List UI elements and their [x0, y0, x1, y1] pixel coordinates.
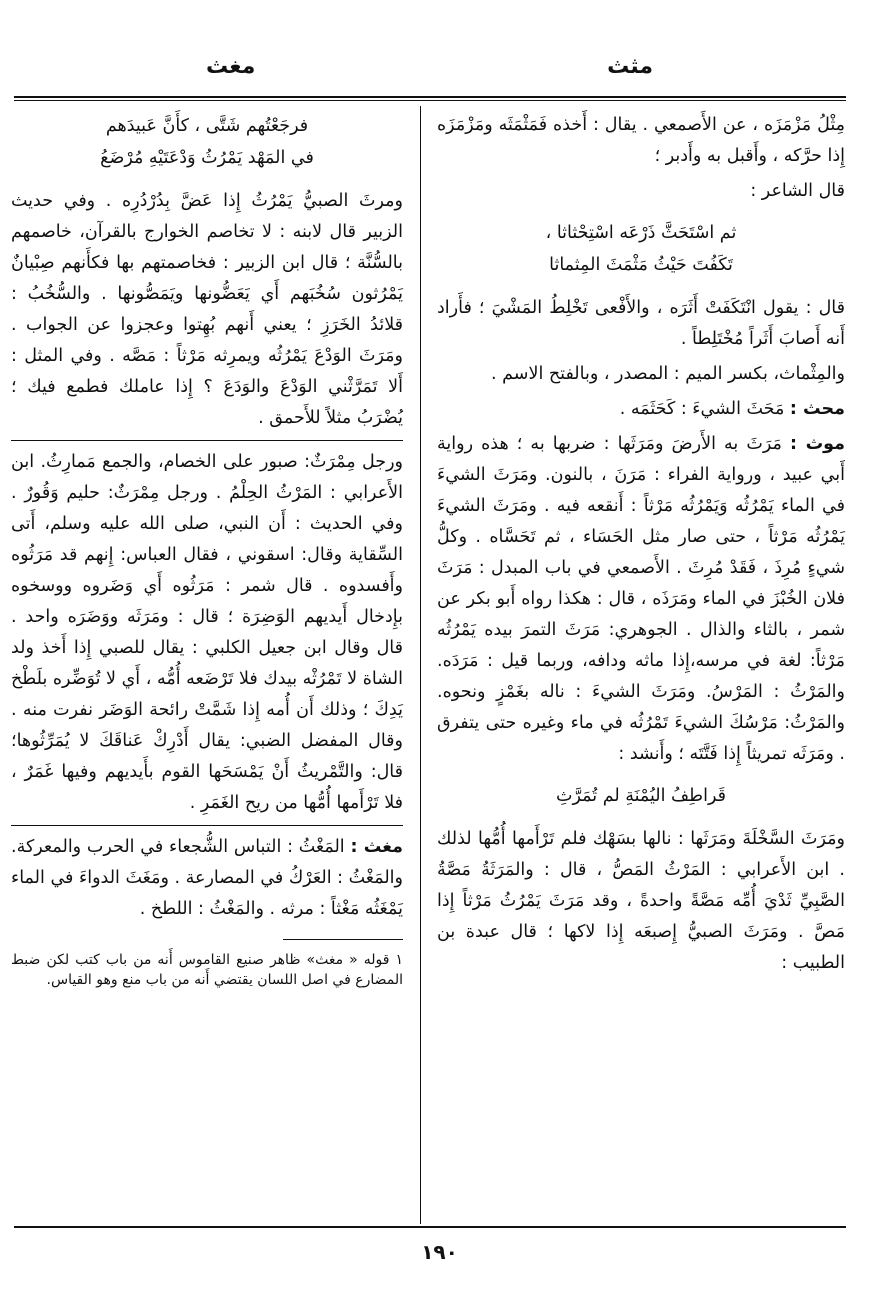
header-root-right: مثث: [607, 54, 653, 79]
verse-line: ثم اسْتَحَثَّ ذَرْعَه اسْتِحْثاثا ،: [545, 223, 737, 243]
verse-line: في المَهْد يَمْرُثُ وَدْعَتَيْهِ مُرْضَعُ: [100, 148, 314, 168]
header-root-left: مغث: [206, 54, 256, 79]
paragraph: ورجل مِمْرَثٌ: صبور على الخصام، والجمع مَمارِثُ. ابن الأَعرابي : المَرْثُ الحِلْمُ . ورجل مِمْرَثٌ: حليم وَقُورٌ . وفي الحديث : أَن النبي، صلى الله عليه وسلم، أَتى السِّقاية وقال: اسقوني ، فقال العباس: إِنهم قد مَرَثُوه وأَفسدوه . قال شمر : مَرَثُوه أَي وَضَروه ووسخوه بإِدخال أَيديهم الوَضِرَة ؛ قال : ومَرَثَه ووَضَرَه واحد . قال وقال ابن جعيل الكلبي : يقال للصبي إِذا أَخذ ولد الشاة لا تَمْرُثْه بيدك فلا تَرْضَعه أُمُّه ، أَي لا تُوَضِّره بلَطْخ يَدِكَ ؛ وذلك أَن أُمه إِذا شَمَّتْ رائحة الوَضَر نفرت منه . وقال المفضل الضبي: يقال أَدْرِكْ عَناقَكَ لا يُمَرِّثُوها؛ قال: والتَّمْريثُ أَنْ يَمْسَحَها القوم بأَيديهم وفيها غَمَرٌ ، فلا تَرْأَمها أُمُّها من ريح الغَمَرِ .: [11, 452, 403, 813]
footer-rule: [14, 1226, 846, 1228]
paragraph: قال : يقول انْتَكَفَتْ أَثَرَه ، والأَفْعى تَخْلِطُ المَشْيَ ؛ فأَراد أَنه أَصابَ أَثَراً مُخْتَلِطاً .: [437, 298, 845, 349]
verse-line: فرجَعْتُهم شَتَّى ، كأَنَّ عَبيدَهم: [105, 116, 309, 136]
section-rule: [11, 825, 403, 826]
verse: [437, 217, 845, 281]
entry-text: المَغْثُ : التباس الشُّجعاء في الحرب والمعركة. والمَغْثُ : العَرْكُ في المصارعة . ومَغَثَ الدواءَ في الماء يَمْغَثُه مَغْثاً : مرثه . والمَغْثُ : اللطخ .: [11, 837, 403, 919]
header-rule: [14, 96, 846, 98]
footnote-rule: [283, 939, 403, 940]
page-number: ١٩٠: [421, 1240, 458, 1264]
entry-mghth: [11, 832, 403, 925]
verse: [11, 110, 403, 174]
paragraph: قال الشاعر :: [750, 181, 845, 201]
entry-headword: محث :: [789, 399, 845, 419]
entry-mwth: [437, 429, 845, 770]
entry-text: مَحَثَ الشيءَ : كَحَثَمَه .: [619, 399, 785, 419]
entry-text: مَرَثَ به الأَرضَ ومَرَثَها : ضربها به ؛ هذه رواية أَبي عبيد ، ورواية الفراء : مَرَنَ ، بالنون. ومَرَثَ الشيءَ في الماء يَمْرُثُه وَيَمْرُثُه مَرْثاً : أَنقعه فيه . ومَرَثَ الشيءَ يَمْرُثُه مَرْثاً ، حتى صار مثل الحَسَاء ، ثم تَحَسَّاه . وكلُّ شيءٍ مُرِذَ ، فَقَدْ مُرِثَ . الأَصمعي في باب المبدل : مَرَثَ فلان الخُبْزَ في الماء ومَرَذَه ، قال : هكذا رواه أَبو بكر عن شمر ، بالثاء والذال . الجوهري: مَرَثَ التمرَ بيده يَمْرُثُه مَرْثاً: لغة في مرسه،إِذا ماثه ودافه، وربما قيل : مَرَدَه. والمَرْثُ : المَرْسُ. ومَرَثَ الشيءَ : ناله بغَمْزٍ ونحوه. والمَرْثُ: مَرْسُكَ الشيءَ تَمْرُثُه في ماء وغيره حتى يتفرق . ومَرَثَه تمريثاً إِذا فَتَّتَه ؛ وأَنشد :: [437, 434, 845, 764]
entry-headword: موث :: [789, 434, 845, 454]
column-divider: [420, 106, 421, 1224]
header-rule-thin: [14, 100, 846, 101]
entry-mhth: [437, 394, 845, 425]
verse: [437, 780, 845, 812]
verse-line: تَكَفُتَ حَيْثُ مَثْمَثَ المِثماثا: [549, 255, 733, 275]
paragraph: والمِثْماث، بكسر الميم : المصدر ، وبالفتح الاسم .: [491, 364, 845, 384]
footnote: ١ قوله « مغث» ظاهر صنيع القاموس أَنه من باب كتب لكن ضبط المضارع في اصل اللسان يقتضي أَنه من باب منع وهو القياس.: [11, 952, 403, 988]
section-rule: [11, 440, 403, 441]
entry-headword: مغث :: [350, 837, 403, 857]
paragraph: مِثْلُ مَزْمَزَه ، عن الأَصمعي . يقال : أَخذه فَمَثْمَثَه ومَزْمَزَه إِذا حرَّكه ، وأَقبل به وأَدبر ؛: [437, 115, 845, 166]
paragraph: ومرثَ الصبيُّ يَمْرُثُ إِذا عَضَّ بِدُرْدُرِه . وفي حديث الزبير قال لابنه : لا تخاصم الخوارج بالقرآن، خاصمهم بالسُّنَّة ؛ قال ابن الزبير : فخاصمتهم بها فكأَنهم صِبْيانٌ يَمْرُثون سُخُبَهم أَي يَعَضُّونها ويَمَصُّونها . والسُّخُبُ : قلائدُ الخَرَزِ ؛ يعني أَنهم بُهِتوا وعجزوا عن الجواب . ومَرَثَ الوَدْعَ يَمْرُثُه ويمرِثه مَرْثاً : مَصَّه . وفي المثل : أَلا تَمَرَّثْني الوَدْعَ والوَدَعَ ؟ إِذا عاملك فطمع فيك ؛ يُضْرَبُ مثلاً للأَحمق .: [11, 191, 403, 428]
paragraph: ومَرَثَ السَّخْلَةَ ومَرَثَها : نالها بسَهْك فلم تَرْأَمها أُمُّها لذلك . ابن الأَعرابي : المَرْثُ المَصُّ ، قال : والمَرَثَةُ مَصَّةُ الصَّبِيِّ ثَدْيَ أُمِّه مَصَّةً واحدةً ، وقد مَرَثَ يَمْرُثُ مَرْثاً إِذا مَصَّ . ومَرَثَ الصبيُّ إِصبعَه إِذا لاكها ؛ قال عبدة بن الطبيب :: [437, 829, 845, 973]
verse-line: قَراطِفُ اليُمْنَةِ لم تُمَرَّثِ: [556, 786, 726, 806]
left-column: [11, 110, 403, 990]
right-column: [437, 110, 845, 983]
